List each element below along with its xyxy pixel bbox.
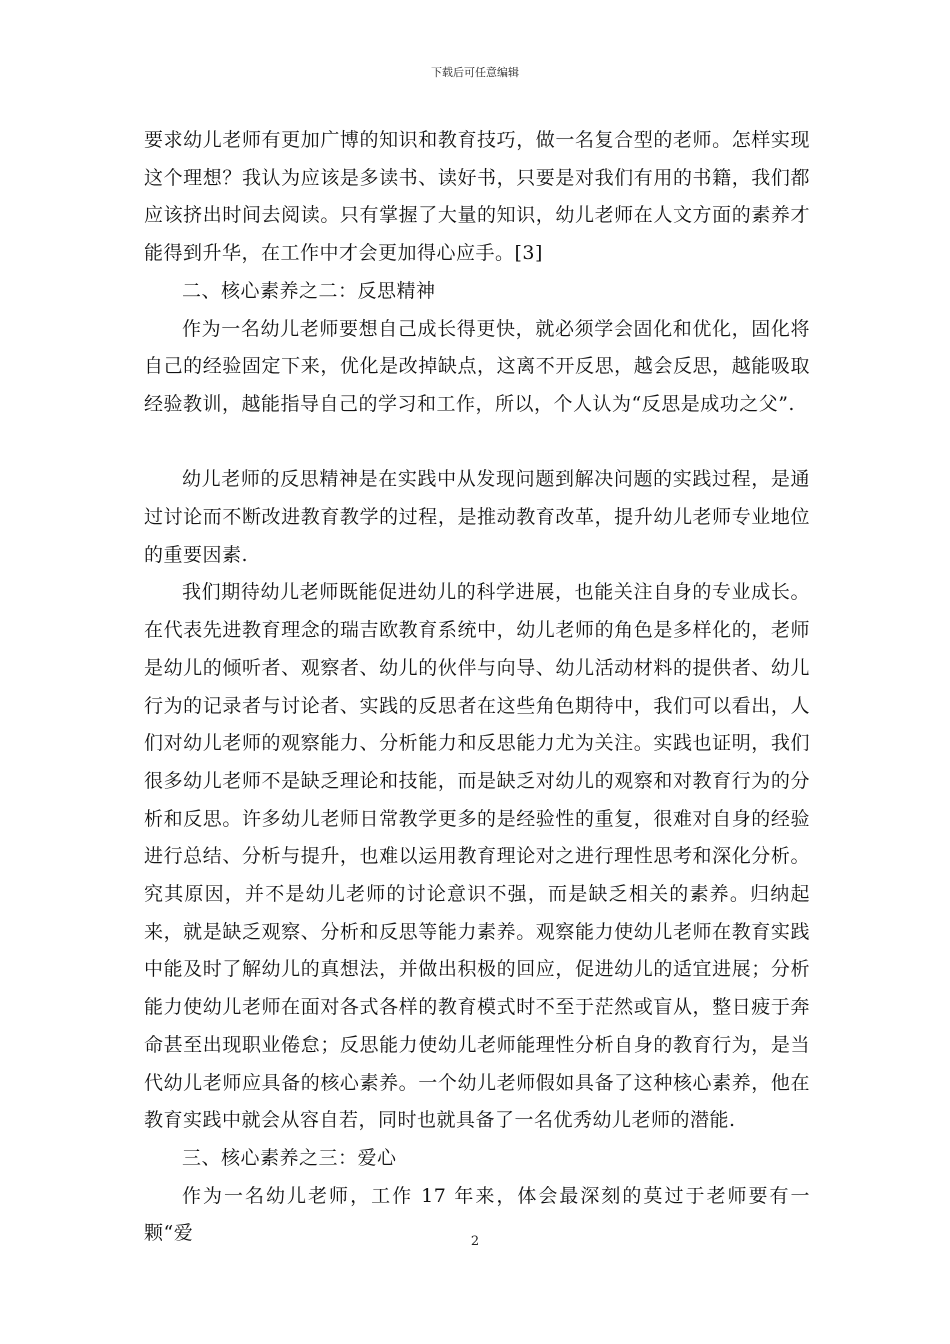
page-number: 2 — [470, 1234, 480, 1249]
paragraph-reflection-spirit: 幼儿老师的反思精神是在实践中从发现问题到解决问题的实践过程，是通过讨论而不断改进教育教学的过程，是推动教育改革，提升幼儿老师专业地位的重要因素. — [144, 468, 810, 566]
page-header: 下载后可任意编辑 — [431, 66, 519, 79]
document-body — [144, 122, 810, 1253]
section-heading-3: 三、核心素养之三：爱心 — [182, 1146, 397, 1169]
paragraph-expectations: 我们期待幼儿老师既能促进幼儿的科学进展，也能关注自身的专业成长。在代表先进教育理念的瑞吉欧教育系统中，幼儿老师的角色是多样化的，老师是幼儿的倾听者、观察者、幼儿的伙伴与向导、幼儿活动材料的提供者、幼儿行为的记录者与讨论者、实践的反思者在这些角色期待中，我们可以看出，人们对幼儿老师的观察能力、分析能力和反思能力尤为关注。实践也证明，我们很多幼儿老师不是缺乏理论和技能，而是缺乏对幼儿的观察和对教育行为的分析和反思。许多幼儿老师日常教学更多的是经验性的重复，很难对自身的经验进行总结、分析与提升，也难以运用教育理论对之进行理性思考和深化分析。究其原因，并不是幼儿老师的讨论意识不强，而是缺乏相关的素养。归纳起来，就是缺乏观察、分析和反思等能力素养。观察能力使幼儿老师在教育实践中能及时了解幼儿的真想法，并做出积极的回应，促进幼儿的适宜进展；分析能力使幼儿老师在面对各式各样的教育模式时不至于茫然或盲从，整日疲于奔命甚至出现职业倦怠；反思能力使幼儿老师能理性分析自身的教育行为，是当代幼儿老师应具备的核心素养。一个幼儿老师假如具备了这种核心素养，他在教育实践中就会从容自若，同时也就具备了一名优秀幼儿老师的潜能. — [144, 581, 810, 1132]
blank-line — [144, 424, 810, 462]
paragraph-continued: 要求幼儿老师有更加广博的知识和教育技巧，做一名复合型的老师。怎样实现这个理想？我认为应该是多读书、读好书，只要是对我们有用的书籍，我们都应该挤出时间去阅读。只有掌握了大量的知识，幼儿老师在人文方面的素养才能得到升华，在工作中才会更加得心应手。[3] — [144, 129, 810, 265]
paragraph-reflection-intro: 作为一名幼儿老师要想自己成长得更快，就必须学会固化和优化，固化将自己的经验固定下来，优化是改掉缺点，这离不开反思，越会反思，越能吸取经验教训，越能指导自己的学习和工作，所以，个人认为“反思是成功之父”. — [144, 317, 810, 415]
paragraph-love-intro: 作为一名幼儿老师，工作 17 年来，体会最深刻的莫过于老师要有一颗“爱 — [144, 1184, 810, 1245]
section-heading-2: 二、核心素养之二：反思精神 — [182, 279, 436, 302]
